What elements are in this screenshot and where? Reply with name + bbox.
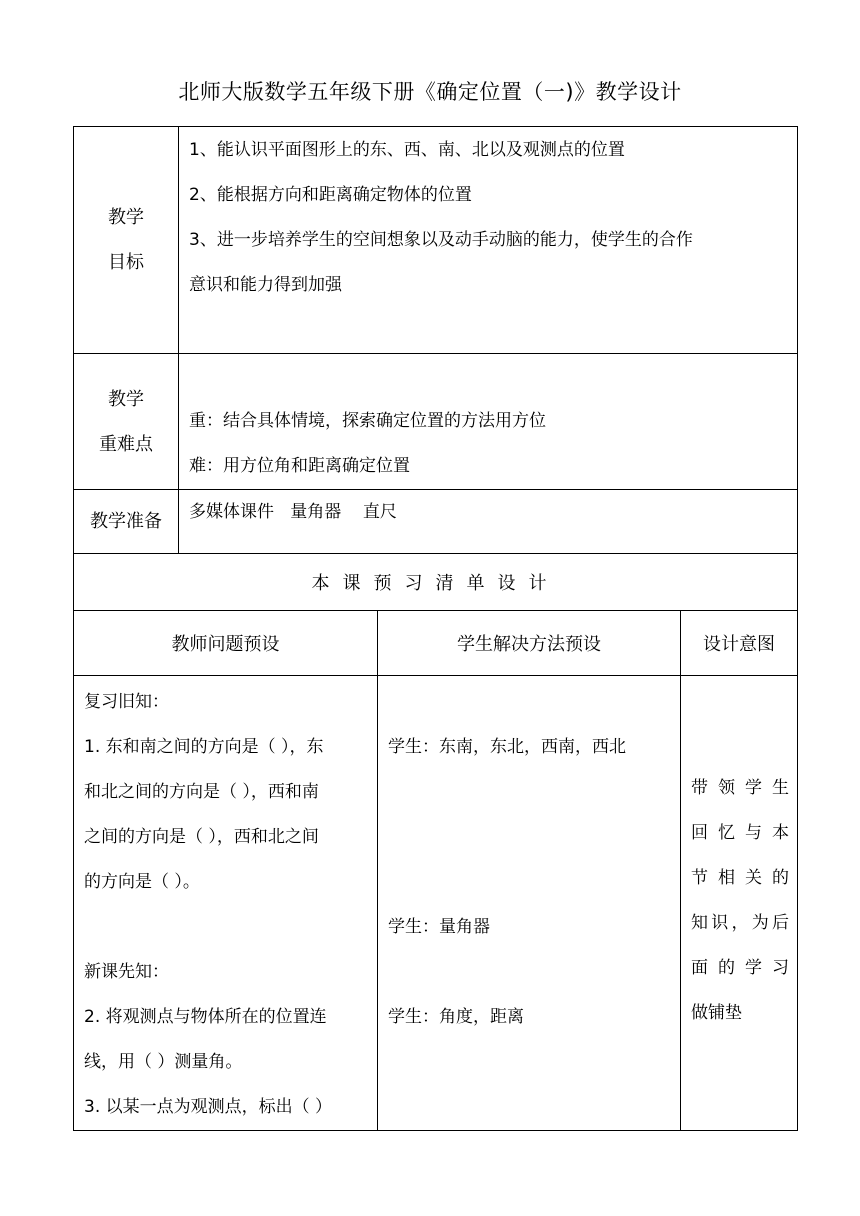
- objective-item: 2、能根据方向和距离确定物体的位置: [189, 185, 472, 205]
- column-header-intent: 设计意图: [681, 611, 798, 676]
- preview-heading-row: [74, 554, 798, 611]
- question-line: [84, 905, 369, 950]
- key-points-content: [179, 354, 798, 490]
- intent-line: 回忆与本: [691, 823, 789, 843]
- lesson-plan-table: [73, 126, 798, 1131]
- answer-line: [388, 680, 672, 725]
- question-line: 和北之间的方向是（ ），西和南: [84, 782, 319, 802]
- question-line: 的方向是（ ）。: [84, 872, 200, 892]
- preview-content-row: [74, 676, 798, 1131]
- intent-line: 带领学生: [691, 778, 789, 798]
- intent-line: 知识，为后: [691, 913, 789, 933]
- design-intent-cell: [681, 676, 798, 1131]
- intent-line: 做铺垫: [691, 1003, 742, 1023]
- preview-heading: 本课预习清单设计: [74, 554, 798, 611]
- objective-item: 3、进一步培养学生的空间想象以及动手动脑的能力，使学生的合作: [189, 230, 693, 250]
- intent-line: 节相关的: [691, 868, 789, 888]
- preparation-content: 多媒体课件 量角器 直尺: [179, 490, 798, 554]
- answer-line: [388, 860, 672, 905]
- answer-line: [388, 770, 672, 815]
- difficult-point: 难：用方位角和距离确定位置: [189, 456, 410, 476]
- column-header-student: 学生解决方法预设: [378, 611, 681, 676]
- question-line: 复习旧知：: [84, 692, 169, 712]
- intent-line: 面的学习: [691, 958, 789, 978]
- question-line: 之间的方向是（ ），西和北之间: [84, 827, 319, 847]
- preparation-label: 教学准备: [74, 490, 179, 554]
- answer-line: [388, 950, 672, 995]
- question-line: 线，用（ ）测量角。: [84, 1052, 243, 1072]
- question-line: 1. 东和南之间的方向是（ ），东: [84, 737, 324, 757]
- column-header-teacher: 教师问题预设: [74, 611, 378, 676]
- preparation-row: [74, 490, 798, 554]
- objectives-row: [74, 127, 798, 354]
- answer-line: 学生：量角器: [388, 917, 490, 937]
- objective-item: 意识和能力得到加强: [189, 275, 342, 295]
- teacher-questions-cell: [74, 676, 378, 1131]
- answer-line: 学生：角度，距离: [388, 1007, 524, 1027]
- key-points-row: [74, 354, 798, 490]
- question-line: 3. 以某一点为观测点，标出（ ）: [84, 1097, 333, 1117]
- answer-line: [388, 815, 672, 860]
- key-points-label: 教学 重难点: [74, 354, 179, 490]
- question-line: 新课先知：: [84, 962, 169, 982]
- column-header-row: [74, 611, 798, 676]
- objectives-content: [179, 127, 798, 354]
- key-point: 重：结合具体情境，探索确定位置的方法用方位: [189, 411, 546, 431]
- student-answers-cell: [378, 676, 681, 1131]
- question-line: 2. 将观测点与物体所在的位置连: [84, 1007, 327, 1027]
- answer-line: 学生：东南，东北，西南，西北: [388, 737, 626, 757]
- objectives-label: 教学 目标: [74, 127, 179, 354]
- objective-item: 1、能认识平面图形上的东、西、南、北以及观测点的位置: [189, 140, 625, 160]
- page-title: 北师大版数学五年级下册《确定位置（一)》教学设计: [178, 80, 682, 104]
